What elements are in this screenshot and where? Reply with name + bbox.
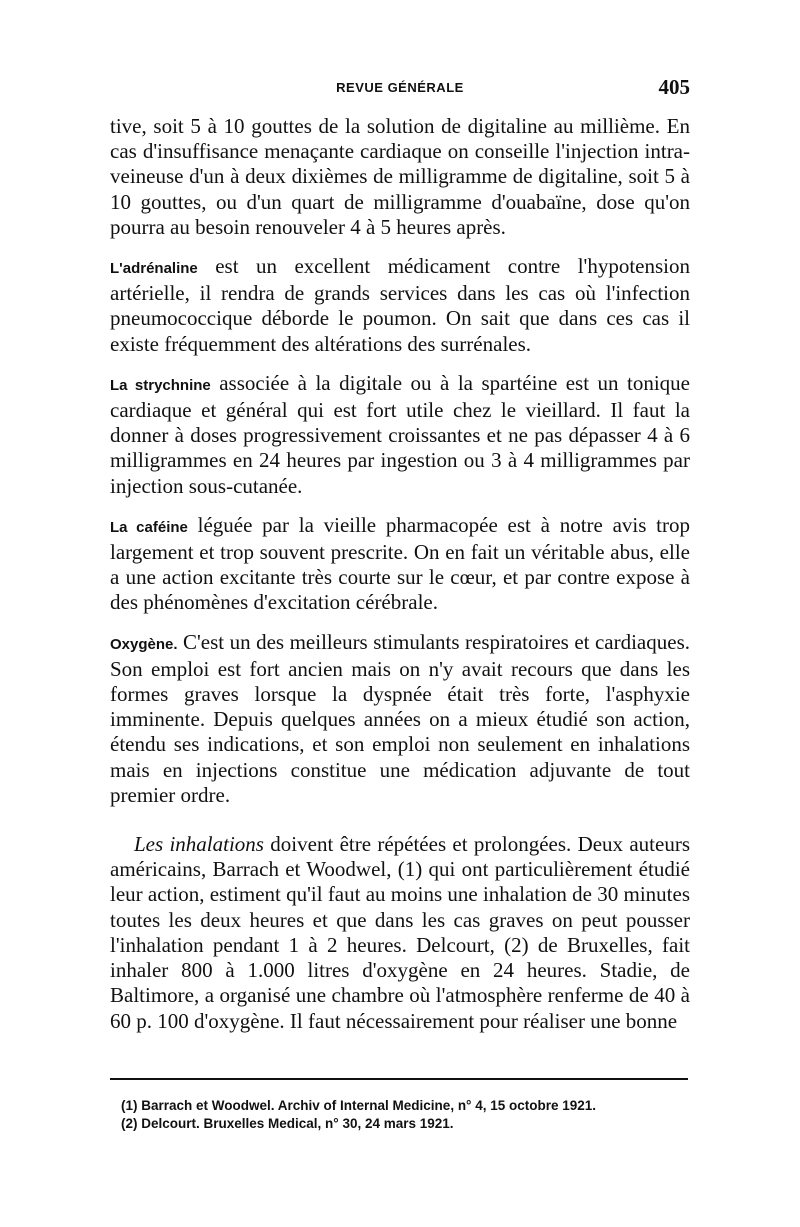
- paragraph-text: C'est un des meilleurs stimulants respiratoires et cardiaques. Son emploi est fort ancien mais on n'y avait recours que dans les formes graves lorsque la dyspnée était très forte, l'asphyxie imminente. Depuis quelques années on a mieux étudié son action, étendu ses indications, et son emploi non seulement en inhalations mais en injections constitue une médication adjuvante de tout premier ordre.: [110, 629, 690, 807]
- footnote-1: (1) Barrach et Woodwel. Archiv of Internal Medicine, n° 4, 15 octobre 1921.: [121, 1098, 597, 1113]
- footnote-2: (2) Delcourt. Bruxelles Medical, n° 30, 24 mars 1921.: [121, 1116, 454, 1131]
- paragraph-oxygene: [110, 630, 690, 808]
- body-text: [110, 114, 690, 1034]
- paragraph-text: associée à la digitale ou à la spartéine est un tonique cardiaque et général qui est fort utile chez le vieillard. Il faut la donner à doses progressivement croissantes et ne pas dépasser 4 à 6 milligrammes en 24 heures par ingestion ou 3 à 4 milligrammes par injection sous-cutanée.: [110, 370, 691, 498]
- term-cafeine: La caféine: [110, 518, 188, 536]
- term-inhalations: Les inhalations: [134, 832, 264, 857]
- paragraph-strychnine: [110, 371, 690, 499]
- page-header: [110, 75, 690, 100]
- footnote-rule: [110, 1078, 688, 1080]
- paragraph-digitaline: tive, soit 5 à 10 gouttes de la solution de digitaline au millième. En cas d'insuffisance menaçante cardiaque on conseille l'injection intra-veineuse d'un à deux dixièmes de milligramme de digitaline, soit 5 à 10 gouttes, ou d'un quart de milligramme d'ouabaïne, dose qu'on pourra au besoin renouveler 4 à 5 heures après.: [110, 114, 690, 239]
- paragraph-cafeine: [110, 513, 690, 616]
- paragraph-adrenaline: [110, 254, 690, 357]
- paragraph-text: est un excellent médicament contre l'hypotension artérielle, il rendra de grands services dans les cas où l'infection pneumococcique déborde le poumon. On sait que dans ces cas il existe fréquemment des altérations des surrénales.: [110, 254, 690, 356]
- paragraph-text: doivent être répétées et prolongées. Deux auteurs américains, Barrach et Woodwel, (1) qui ont particulièrement étudié leur action, estiment qu'il faut au moins une inhalation de 30 minutes toutes les deux heures et que dans les cas graves on peut pousser l'inhalation pendant 1 à 2 heures. Delcourt, (2) de Bruxelles, fait inhaler 800 à 1.000 litres d'oxygène en 24 heures. Stadie, de Baltimore, a organisé une chambre où l'atmosphère renferme de 40 à 60 p. 100 d'oxygène. Il faut nécessairement pour réaliser une bonne: [110, 832, 690, 1033]
- term-strychnine: La strychnine: [110, 376, 211, 394]
- term-oxygene: Oxygène.: [110, 635, 178, 653]
- term-adrenaline: L'adrénaline: [110, 260, 198, 278]
- paragraph-text: léguée par la vieille pharmacopée est à notre avis trop largement et trop souvent prescrite. On en fait un véritable abus, elle a une action excitante très courte sur le cœur, et par contre expose à des phénomènes d'excitation cérébrale.: [110, 512, 690, 615]
- running-title: REVUE GÉNÉRALE: [336, 80, 464, 95]
- paragraph-inhalations: [110, 832, 690, 1034]
- footnotes: [121, 1097, 691, 1133]
- page-number: 405: [658, 75, 690, 99]
